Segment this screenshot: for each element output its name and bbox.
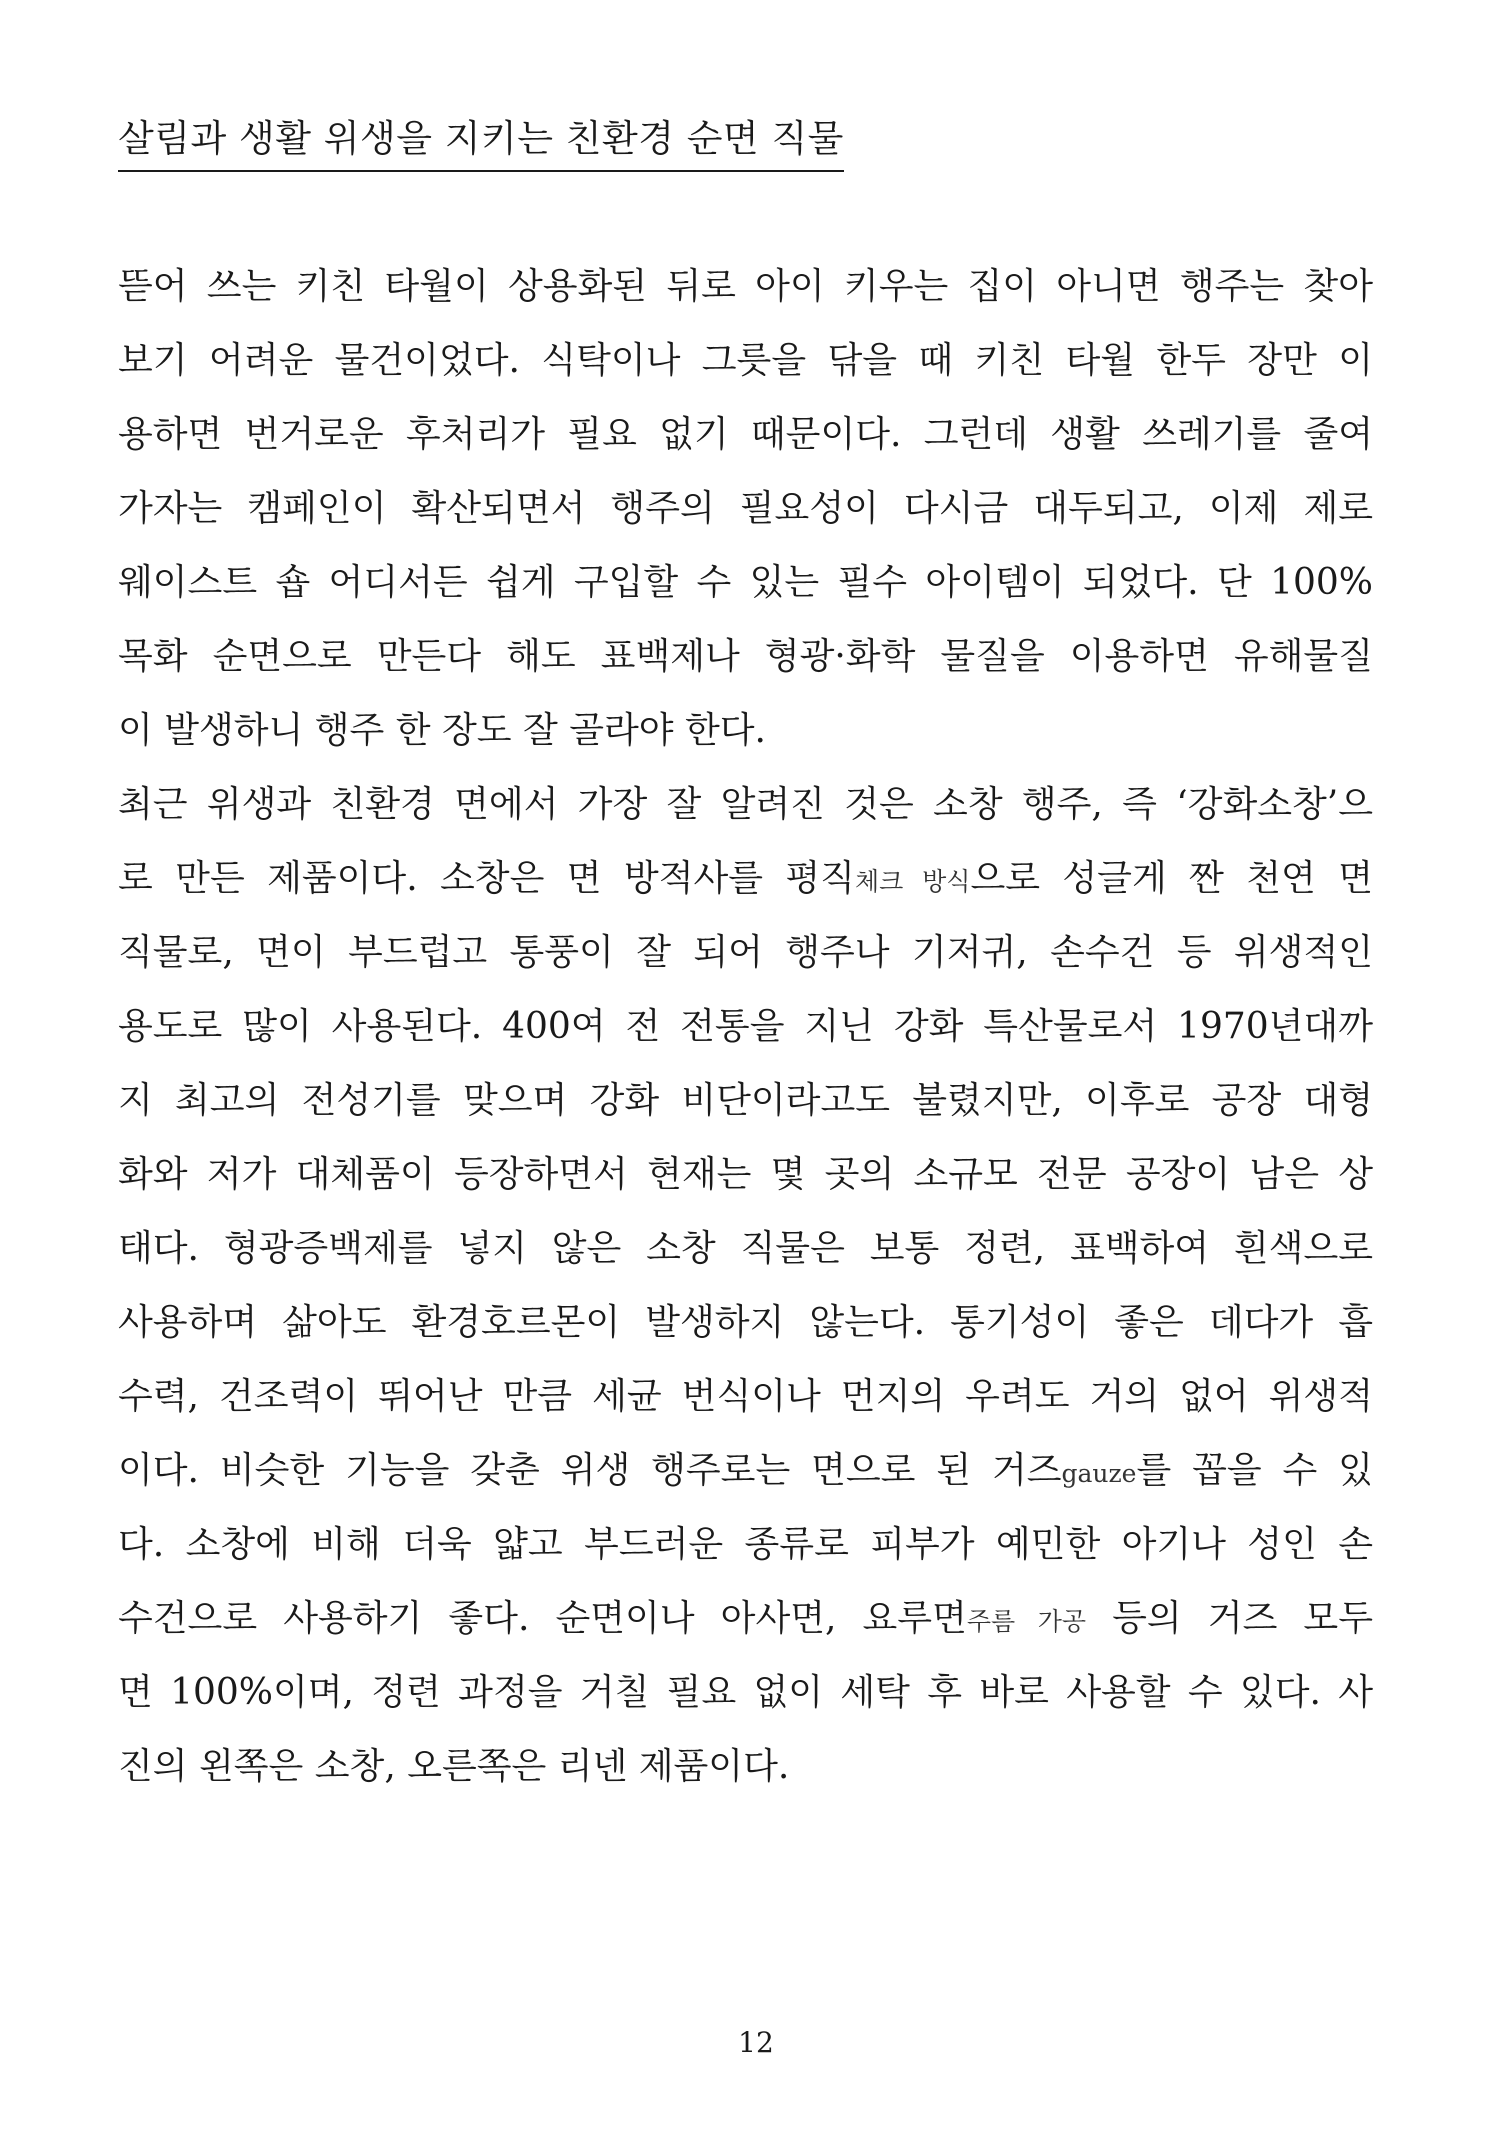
text-line-with-note xyxy=(118,1582,1373,1656)
text-line: 목화 순면으로 만든다 해도 표백제나 형광·화학 물질을 이용하면 유해물질 xyxy=(118,636,1373,677)
text-line: 보기 어려운 물건이었다. 식탁이나 그릇을 닦을 때 키친 타월 한두 장만 이 xyxy=(118,340,1373,381)
text-segment: 으로 성글게 짠 천연 면 xyxy=(970,858,1373,899)
page-header-title: 살림과 생활 위생을 지키는 친환경 순면 직물 xyxy=(118,108,844,172)
page-number: 12 xyxy=(738,2026,774,2059)
text-line: 태다. 형광증백제를 넣지 않은 소창 직물은 보통 정련, 표백하여 흰색으로 xyxy=(118,1228,1373,1269)
paragraph-2 xyxy=(118,768,1373,1804)
text-line: 진의 왼쪽은 소창, 오른쪽은 리넨 제품이다. xyxy=(118,1746,790,1787)
text-line: 다. 소창에 비해 더욱 얇고 부드러운 종류로 피부가 예민한 아기나 성인 손 xyxy=(118,1524,1373,1565)
text-line-with-note xyxy=(118,842,1373,916)
text-line: 이 발생하니 행주 한 장도 잘 골라야 한다. xyxy=(118,710,766,751)
text-line-with-note xyxy=(118,1434,1373,1508)
text-line: 가자는 캠페인이 확산되면서 행주의 필요성이 다시금 대두되고, 이제 제로 xyxy=(118,488,1373,529)
text-line: 사용하며 삶아도 환경호르몬이 발생하지 않는다. 통기성이 좋은 데다가 흡 xyxy=(118,1302,1373,1343)
text-segment: 등의 거즈 모두 xyxy=(1086,1598,1373,1639)
text-line: 지 최고의 전성기를 맞으며 강화 비단이라고도 불렸지만, 이후로 공장 대형 xyxy=(118,1080,1373,1121)
inline-note: 체크 방식 xyxy=(854,867,971,896)
text-line: 뜯어 쓰는 키친 타월이 상용화된 뒤로 아이 키우는 집이 아니면 행주는 찾아 xyxy=(118,266,1373,307)
text-line: 용하면 번거로운 후처리가 필요 없기 때문이다. 그런데 생활 쓰레기를 줄여 xyxy=(118,414,1373,455)
text-line: 수력, 건조력이 뛰어난 만큼 세균 번식이나 먼지의 우려도 거의 없어 위생적 xyxy=(118,1376,1373,1417)
text-line: 웨이스트 숍 어디서든 쉽게 구입할 수 있는 필수 아이템이 되었다. 단 100% xyxy=(118,562,1373,603)
paragraph-1 xyxy=(118,250,1373,768)
inline-note: 주름 가공 xyxy=(966,1607,1087,1636)
text-segment: 로 만든 제품이다. 소창은 면 방적사를 평직 xyxy=(118,858,855,899)
text-segment: 수건으로 사용하기 좋다. 순면이나 아사면, 요루면 xyxy=(118,1598,967,1639)
text-segment: 를 꼽을 수 있 xyxy=(1136,1450,1373,1491)
body-text xyxy=(118,250,1373,1804)
text-line: 면 100%이며, 정련 과정을 거칠 필요 없이 세탁 후 바로 사용할 수 있다. 사 xyxy=(118,1672,1373,1713)
text-line: 직물로, 면이 부드럽고 통풍이 잘 되어 행주나 기저귀, 손수건 등 위생적인 xyxy=(118,932,1373,973)
text-line: 화와 저가 대체품이 등장하면서 현재는 몇 곳의 소규모 전문 공장이 남은 상 xyxy=(118,1154,1373,1195)
text-line: 용도로 많이 사용된다. 400여 전 전통을 지닌 강화 특산물로서 1970년대까 xyxy=(118,1006,1373,1047)
text-segment: 이다. 비슷한 기능을 갖춘 위생 행주로는 면으로 된 거즈 xyxy=(118,1450,1062,1491)
inline-note: gauze xyxy=(1061,1459,1137,1488)
text-line: 최근 위생과 친환경 면에서 가장 잘 알려진 것은 소창 행주, 즉 ‘강화소창’으 xyxy=(118,784,1373,825)
